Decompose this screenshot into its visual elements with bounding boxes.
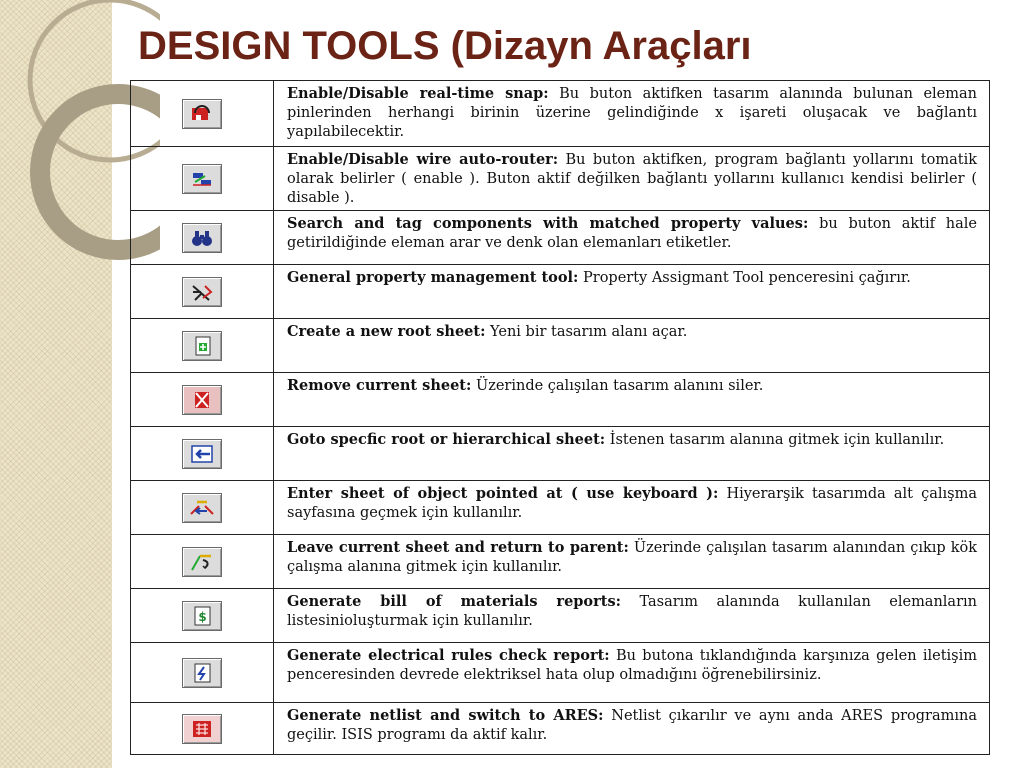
tool-description: Hiyerarşik tasarımda alt çalışma sayfasına geçmek için kullanılır. bbox=[287, 486, 977, 521]
realtime-snap-icon bbox=[182, 99, 222, 129]
table-row bbox=[131, 589, 990, 643]
enter-sheet-icon bbox=[182, 493, 222, 523]
tool-name: Leave current sheet and return to parent: bbox=[287, 539, 629, 556]
table-row bbox=[131, 265, 990, 319]
tool-description: İstenen tasarım alanına gitmek için kullanılır. bbox=[605, 432, 945, 448]
table-row bbox=[131, 535, 990, 589]
tool-name: Enable/Disable wire auto-router: bbox=[287, 151, 559, 168]
svg-text:$: $ bbox=[198, 609, 207, 624]
tool-name: Generate bill of materials reports: bbox=[287, 593, 621, 610]
table-row bbox=[131, 643, 990, 703]
page-title: DESIGN TOOLS (Dizayn Araçları bbox=[138, 24, 752, 68]
tool-description: Property Assigmant Tool penceresini çağırır. bbox=[578, 270, 911, 286]
new-sheet-icon bbox=[182, 331, 222, 361]
tool-description: Tasarım alanında kullanılan elemanların listesinioluşturmak için kullanılır. bbox=[287, 594, 977, 629]
wire-autorouter-icon bbox=[182, 164, 222, 194]
tool-name: General property management tool: bbox=[287, 269, 579, 286]
tool-description: Bu butona tıklandığında karşınıza gelen iletişim penceresinden devrede elektriksel hata olup olmadığını öğrenebilirsiniz. bbox=[287, 648, 978, 683]
tool-description: Üzerinde çalışılan tasarım alanını siler. bbox=[471, 378, 764, 394]
goto-sheet-icon bbox=[182, 439, 222, 469]
design-tools-table bbox=[130, 80, 990, 755]
tool-description: Bu buton aktifken tasarım alanında bulunan eleman pinlerinden herhangi birinin üzerine gelindiğinde x işareti oluşacak ve bağlantı yapılabilecektir. bbox=[287, 86, 977, 140]
tool-name: Goto specfic root or hierarchical sheet: bbox=[287, 431, 606, 448]
table-row bbox=[131, 211, 990, 265]
tool-name: Generate netlist and switch to ARES: bbox=[287, 707, 604, 724]
tool-name: Search and tag components with matched property values: bbox=[287, 215, 809, 232]
tool-name: Enter sheet of object pointed at ( use keyboard ): bbox=[287, 485, 719, 502]
netlist-ares-icon bbox=[182, 714, 222, 744]
electrical-rules-check-icon bbox=[182, 658, 222, 688]
property-tool-icon bbox=[182, 277, 222, 307]
table-row bbox=[131, 703, 990, 755]
tool-description: Bu buton aktifken, program bağlantı yollarını tomatik olarak belirler ( enable ). Buton aktif değilken bağlantı yollarını kullanıcı kendisi belirler ( disable ). bbox=[287, 152, 977, 206]
binoculars-icon bbox=[182, 223, 222, 253]
tool-name: Create a new root sheet: bbox=[287, 323, 486, 340]
table-row bbox=[131, 373, 990, 427]
table-row bbox=[131, 147, 990, 211]
remove-sheet-icon bbox=[182, 385, 222, 415]
bill-of-materials-icon bbox=[182, 601, 222, 631]
table-row bbox=[131, 319, 990, 373]
table-row bbox=[131, 427, 990, 481]
tool-description: bu buton aktif hale getirildiğinde eleman arar ve denk olan elemanları etiketler. bbox=[287, 216, 977, 251]
leave-sheet-icon bbox=[182, 547, 222, 577]
tool-description: Yeni bir tasarım alanı açar. bbox=[485, 324, 688, 340]
tool-description: Netlist çıkarılır ve aynı anda ARES programına geçilir. ISIS programı da aktif kalır. bbox=[287, 708, 977, 743]
table-row bbox=[131, 481, 990, 535]
tool-name: Remove current sheet: bbox=[287, 377, 472, 394]
tool-name: Generate electrical rules check report: bbox=[287, 647, 610, 664]
tool-description: Üzerinde çalışılan tasarım alanından çıkıp kök çalışma alanına gitmek için kullanılır. bbox=[287, 540, 977, 575]
tool-name: Enable/Disable real-time snap: bbox=[287, 85, 549, 102]
table-row bbox=[131, 81, 990, 147]
